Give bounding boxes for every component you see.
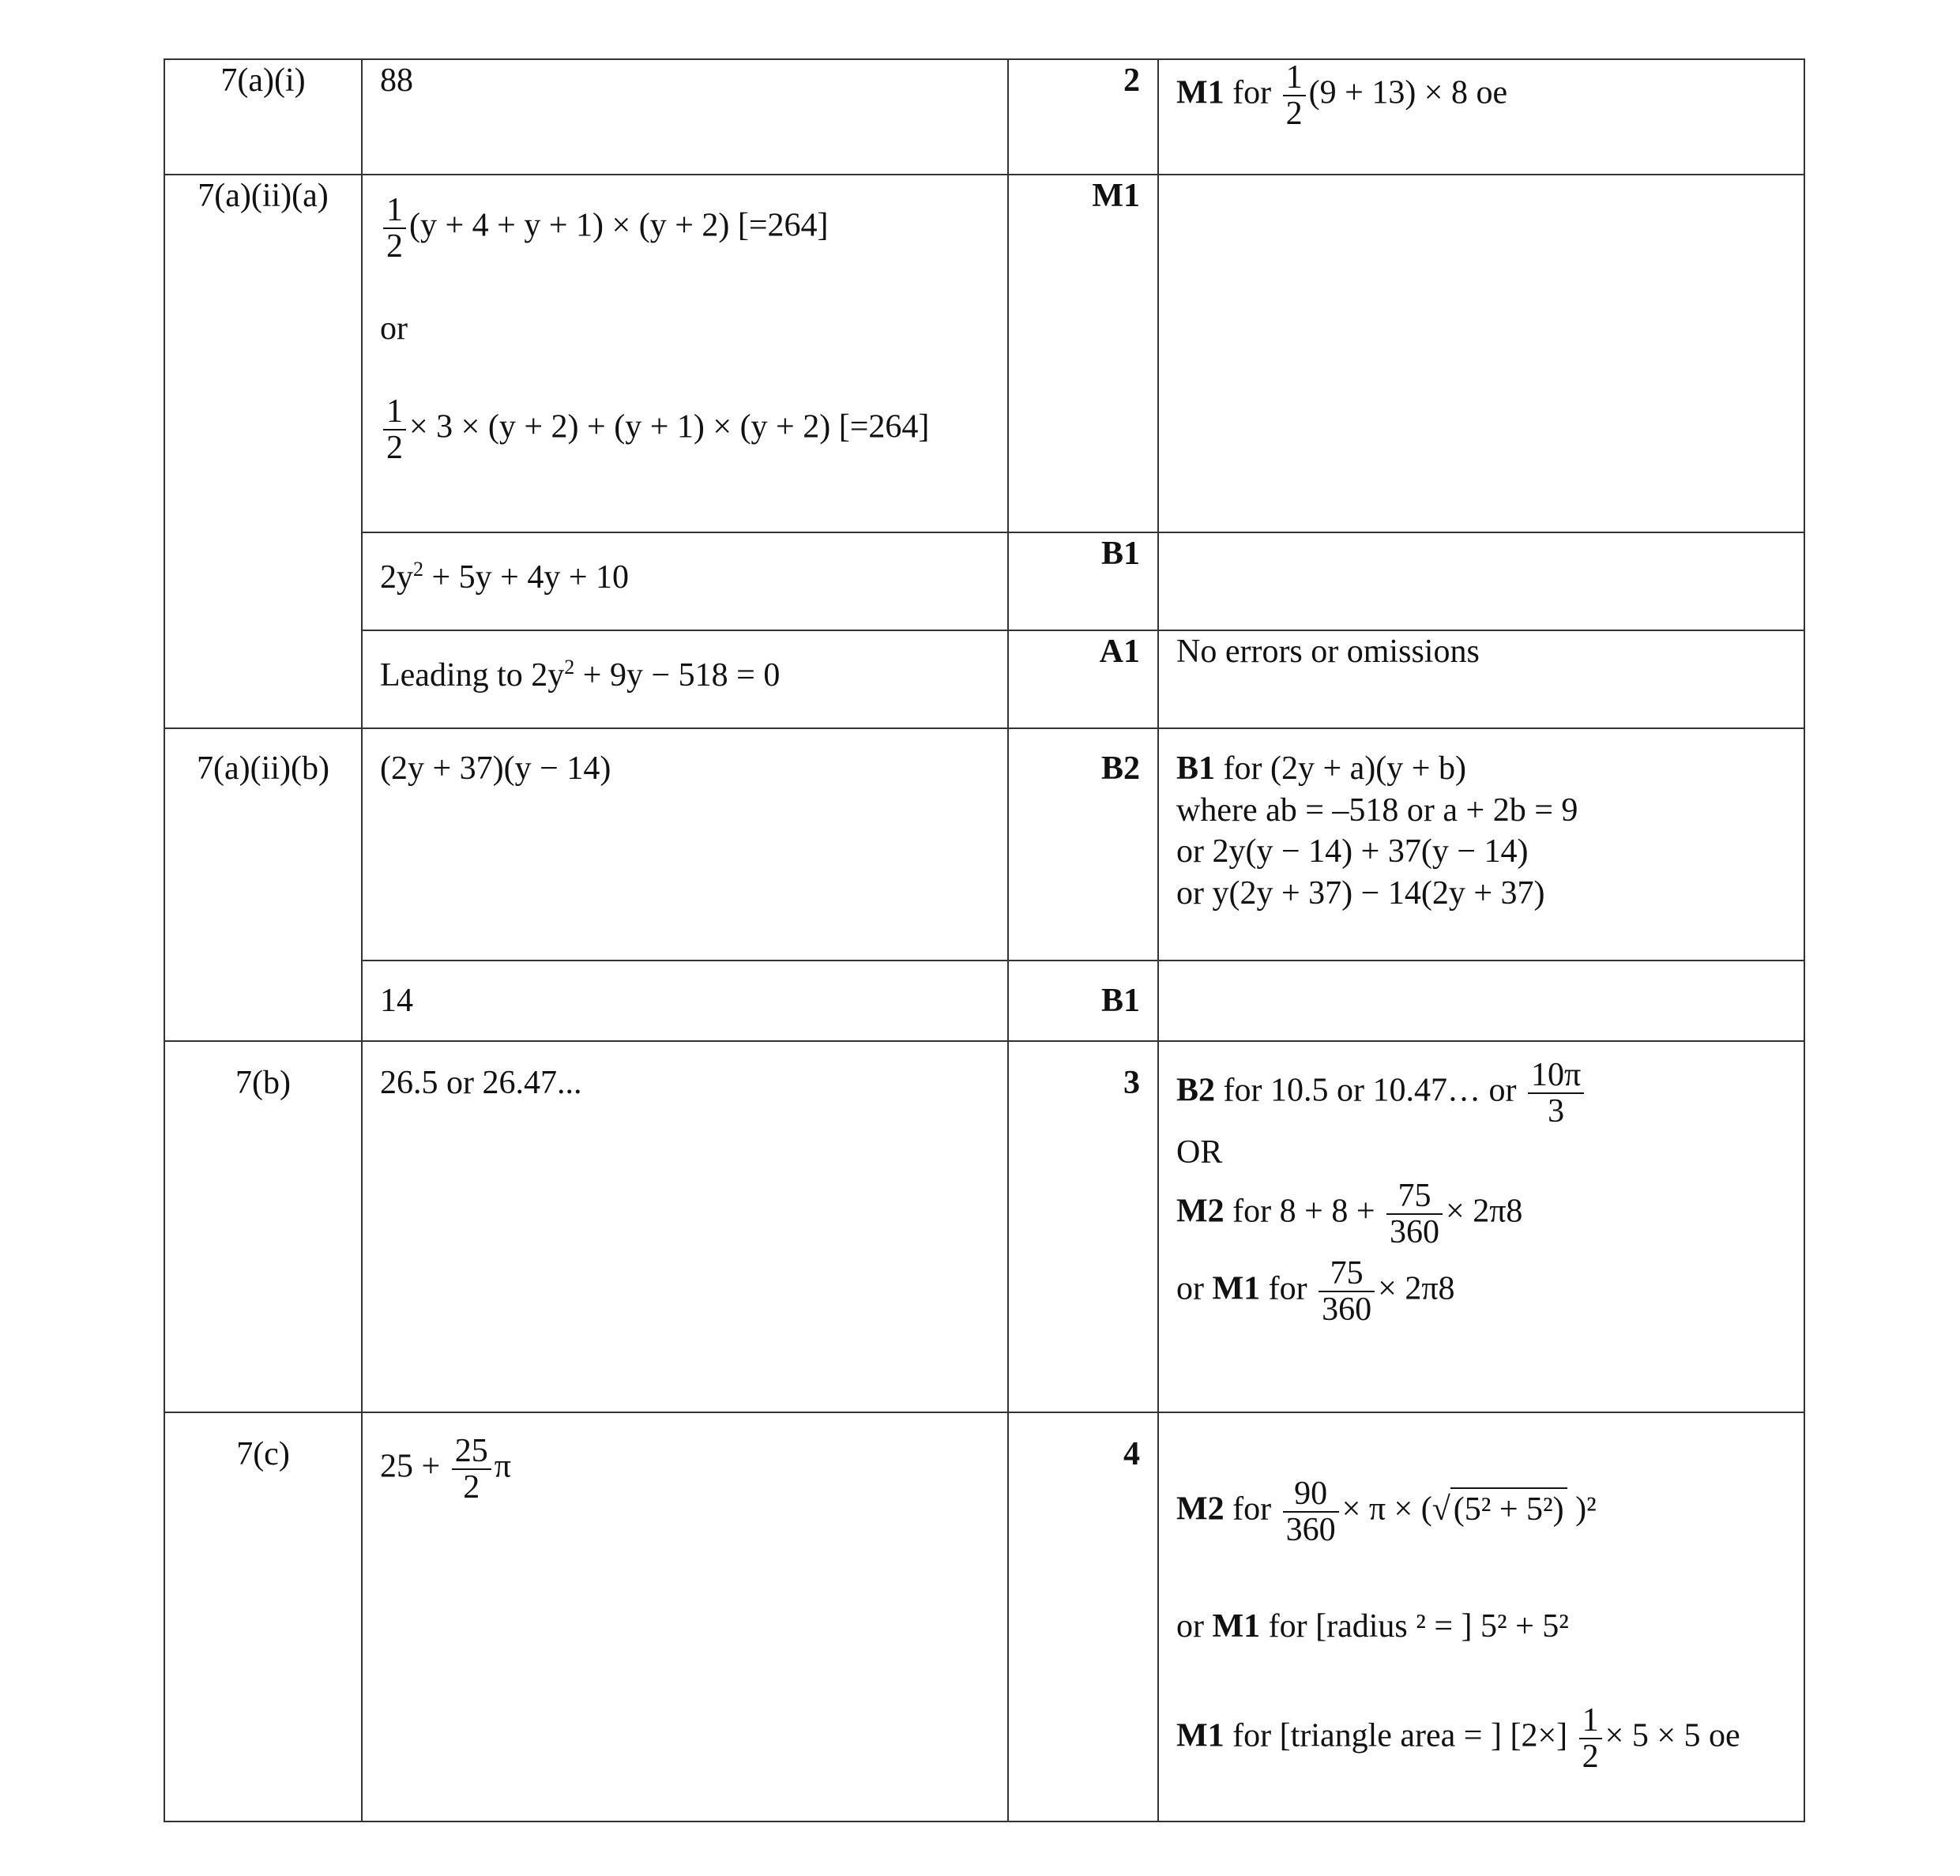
sqrt-symbol: √(5² + 5²) <box>1432 1487 1567 1531</box>
question-cell: 7(c) <box>164 1412 362 1821</box>
marks-cell: M1 <box>1008 175 1158 532</box>
mark-code: M1 <box>1212 1608 1261 1645</box>
fraction: $\frac{1}{2}$ <box>1579 1703 1602 1774</box>
table-row <box>164 532 1804 630</box>
answer-cell: 14 <box>362 961 1008 1041</box>
answer-cell: (2y + 37)(y − 14) <box>362 728 1008 961</box>
answer-cell: Leading to $2y^2 + 9y - 518 = 0$ <box>362 630 1008 728</box>
guidance-cell: B1 for (2y + a)(y + b) where ab = –518 or a + 2b = 9 or 2y(y − 14) + 37(y − 14) or y(2y + 37) − 14(2y + 37) <box>1158 728 1804 961</box>
mark-code: M2 <box>1176 1193 1225 1230</box>
mark-code: M1 <box>1212 1270 1261 1307</box>
marks-cell: B1 <box>1008 532 1158 630</box>
guidance-text: for <box>1232 74 1272 111</box>
mark-code: M1 <box>1176 1717 1225 1754</box>
guidance-cell <box>1158 175 1804 532</box>
question-cell: 7(a)(ii)(a) <box>164 175 362 728</box>
marks-cell: 2 <box>1008 59 1158 175</box>
guidance-text: (9 + 13) × 8 oe <box>1308 74 1508 111</box>
guidance-cell <box>1158 961 1804 1041</box>
marks-cell: B2 <box>1008 728 1158 961</box>
fraction: $\frac{75}{360}$ <box>1319 1256 1375 1327</box>
fraction: $\frac{1}{2}$ <box>1283 60 1306 131</box>
guidance-cell: B2 for 10.5 or 10.47… or $\frac{10\pi}{3}$ OR M2 for 8 + 8 + $\frac{75}{360}$ × 2π8 or M1 for $\frac{75}{360}$ × 2π8 <box>1158 1041 1804 1412</box>
answer-cell: $2y^2 + 5y + 4y + 10$ <box>362 532 1008 630</box>
guidance-cell: No errors or omissions <box>1158 630 1804 728</box>
guidance-cell: M2 for $\frac{90}{360}$ × π × (√(5² + 5²) )² or M1 for [radius ² = ] 5² + 5² M1 for [triangle area = ] [2×] $\frac{1}{2}$ × 5 × 5 oe <box>1158 1412 1804 1821</box>
fraction: $\frac{1}{2}$ <box>383 394 406 465</box>
fraction: $\frac{25}{2}$ <box>452 1434 491 1505</box>
marks-cell: 3 <box>1008 1041 1158 1412</box>
answer-expression: × 3 × (y + 2) + (y + 1) × (y + 2) [=264] <box>409 408 930 446</box>
answer-cell: 26.5 or 26.47... <box>362 1041 1008 1412</box>
fraction: $\frac{1}{2}$ <box>383 193 406 264</box>
table-row <box>164 961 1804 1041</box>
mark-code: B2 <box>1176 1072 1216 1109</box>
question-cell: 7(b) <box>164 1041 362 1412</box>
table-row <box>164 630 1804 728</box>
fraction: $\frac{10\pi}{3}$ <box>1528 1058 1584 1129</box>
answer-expression: (y + 4 + y + 1) × (y + 2) [=264] <box>409 207 829 244</box>
mark-code: M2 <box>1176 1491 1225 1528</box>
mark-code: M1 <box>1176 74 1225 111</box>
guidance-cell <box>1158 59 1804 175</box>
table-row <box>164 59 1804 175</box>
or-text: or <box>380 310 408 348</box>
question-cell: 7(a)(i) <box>164 59 362 175</box>
marks-cell: A1 <box>1008 630 1158 728</box>
marks-cell: 4 <box>1008 1412 1158 1821</box>
mark-scheme-table <box>164 58 1805 1822</box>
fraction: $\frac{75}{360}$ <box>1386 1179 1443 1250</box>
marks-cell: B1 <box>1008 961 1158 1041</box>
guidance-cell <box>1158 532 1804 630</box>
answer-cell: 88 <box>362 59 1008 175</box>
mark-code: B1 <box>1176 750 1216 787</box>
table-row <box>164 1041 1804 1412</box>
table-row <box>164 728 1804 961</box>
table-row <box>164 175 1804 532</box>
answer-cell: 25 + $\frac{25}{2}$ π <box>362 1412 1008 1821</box>
fraction: $\frac{90}{360}$ <box>1283 1476 1339 1547</box>
table-row <box>164 1412 1804 1821</box>
answer-cell <box>362 175 1008 532</box>
question-cell: 7(a)(ii)(b) <box>164 728 362 1041</box>
